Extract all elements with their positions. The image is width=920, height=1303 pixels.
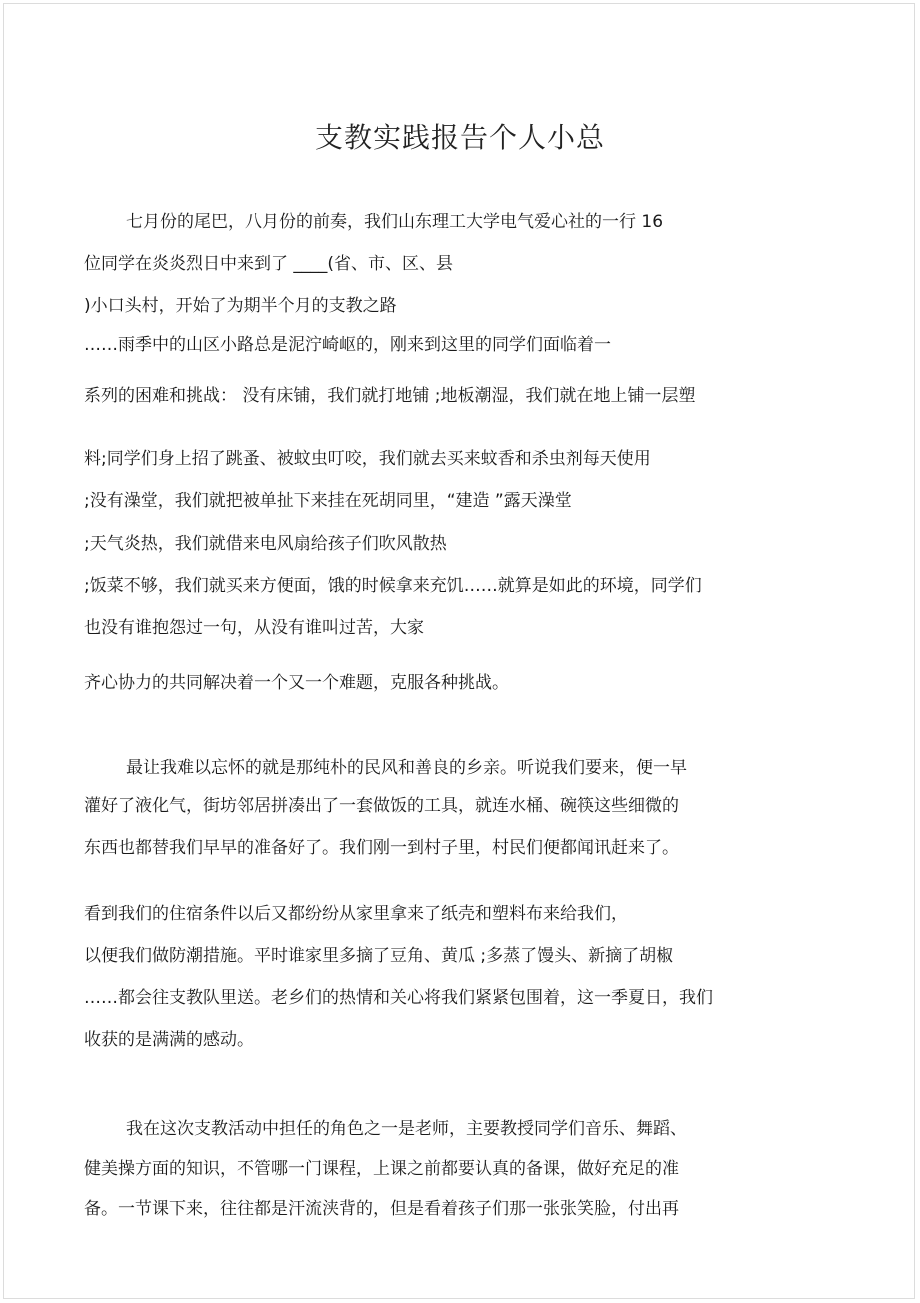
text-line: 系列的困难和挑战： 没有床铺，我们就打地铺 ;地板潮湿，我们就在地上铺一层塑	[84, 386, 696, 406]
text-line: 最让我难以忘怀的就是那纯朴的民风和善良的乡亲。听说我们要来，便一早	[126, 758, 687, 778]
text-line: 我在这次支教活动中担任的角色之一是老师，主要教授同学们音乐、舞蹈、	[126, 1119, 687, 1139]
text-line: ;天气炎热，我们就借来电风扇给孩子们吹风散热	[84, 534, 447, 554]
text-line: )小口头村，开始了为期半个月的支教之路	[84, 296, 397, 316]
text-line: 收获的是满满的感动。	[84, 1030, 254, 1050]
text-line: 灌好了液化气，街坊邻居拼凑出了一套做饭的工具，就连水桶、碗筷这些细微的	[84, 796, 679, 816]
text-line: 健美操方面的知识，不管哪一门课程，上课之前都要认真的备课，做好充足的准	[84, 1159, 679, 1179]
text-line: ;饭菜不够，我们就买来方便面，饿的时候拿来充饥……就算是如此的环境，同学们	[84, 576, 702, 596]
text-line: 位同学在炎炎烈日中来到了 ____(省、市、区、县	[84, 254, 454, 274]
text-line: ;没有澡堂，我们就把被单扯下来挂在死胡同里，“建造 ”露天澡堂	[84, 491, 572, 511]
text-line: 东西也都替我们早早的准备好了。我们刚一到村子里，村民们便都闻讯赶来了。	[84, 838, 679, 858]
text-line: 看到我们的住宿条件以后又都纷纷从家里拿来了纸壳和塑料布来给我们，	[84, 904, 628, 924]
text-line: 也没有谁抱怨过一句，从没有谁叫过苦，大家	[84, 618, 424, 638]
text-line: 料;同学们身上招了跳蚤、被蚊虫叮咬，我们就去买来蚊香和杀虫剂每天使用	[84, 449, 651, 469]
text-line: 七月份的尾巴，八月份的前奏，我们山东理工大学电气爱心社的一行 16	[126, 212, 664, 232]
text-line: ……都会往支教队里送。老乡们的热情和关心将我们紧紧包围着，这一季夏日，我们	[84, 988, 713, 1008]
text-line: 以便我们做防潮措施。平时谁家里多摘了豆角、黄瓜 ;多蒸了馒头、新摘了胡椒	[84, 946, 674, 966]
text-line: 备。一节课下来，往往都是汗流浃背的，但是看着孩子们那一张张笑脸，付出再	[84, 1199, 679, 1219]
text-line: ……雨季中的山区小路总是泥泞崎岖的，刚来到这里的同学们面临着一	[84, 335, 611, 355]
page-frame	[3, 3, 915, 1299]
page-title: 支教实践报告个人小总	[314, 121, 605, 154]
text-line: 齐心协力的共同解决着一个又一个难题，克服各种挑战。	[84, 673, 509, 693]
